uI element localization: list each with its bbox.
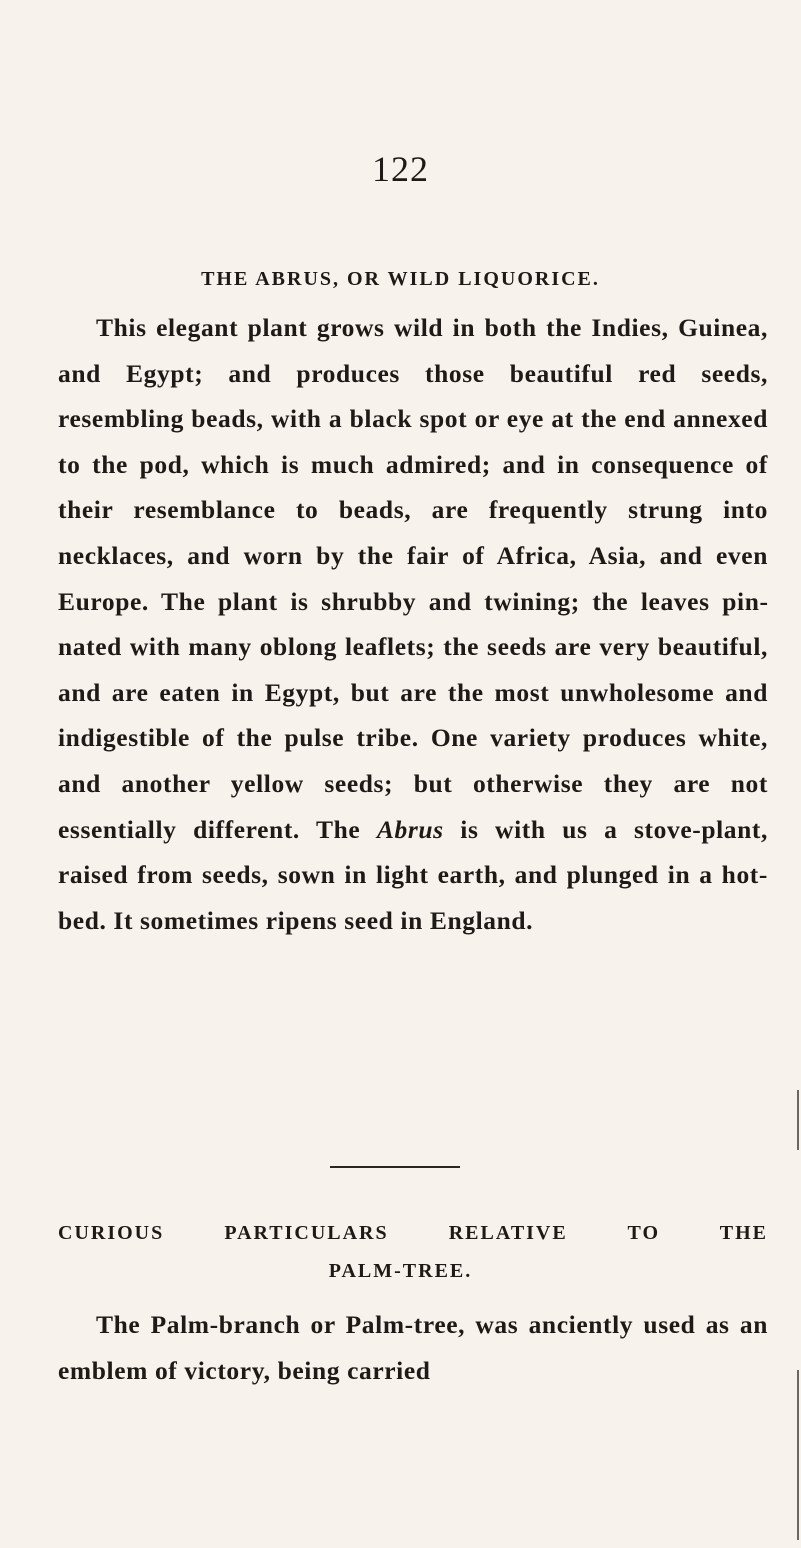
section-heading-palm-line1: CURIOUS PARTICULARS RELATIVE TO THE bbox=[58, 1222, 768, 1244]
paragraph-palm: The Palm-branch or Palm-tree, was anciently used as an emblem of victory, being carried bbox=[58, 1310, 768, 1385]
page-number: 122 bbox=[372, 149, 429, 189]
italic-term-abrus: Abrus bbox=[376, 814, 444, 844]
paragraph-abrus bbox=[58, 305, 768, 943]
paragraph-abrus-text-end: is with us a stove-plant, raised from seeds, sown in light earth, and plunged in a hot-bed. It sometimes ripens seed in England. bbox=[58, 814, 768, 935]
section-heading-palm-line2: PALM-TREE. bbox=[328, 1260, 473, 1282]
page-edge-shadow bbox=[797, 1090, 799, 1150]
section-divider bbox=[330, 1166, 460, 1168]
section-heading-abrus: THE ABRUS, OR WILD LIQUORICE. bbox=[201, 268, 600, 290]
paragraph-abrus-text-start: This elegant plant grows wild in both the Indies, Guinea, and Egypt; and produces those beautiful red seeds, resembling beads, with a black spot or eye at the end annexed to the pod, which is much admired; and in consequence of their resemblance to beads, are frequently strung into necklaces, and worn by the fair of Africa, Asia, and even Europe. The plant is shrubby and twining; the leaves pinnated with many oblong leaflets; the seeds are very beautiful, and are eaten in Egypt, but are the most unwholesome and indigestible of the pulse tribe. One variety produces white, and another yellow seeds; but otherwise they are not essentially different. The bbox=[58, 313, 768, 844]
page-edge-shadow bbox=[797, 1370, 799, 1540]
